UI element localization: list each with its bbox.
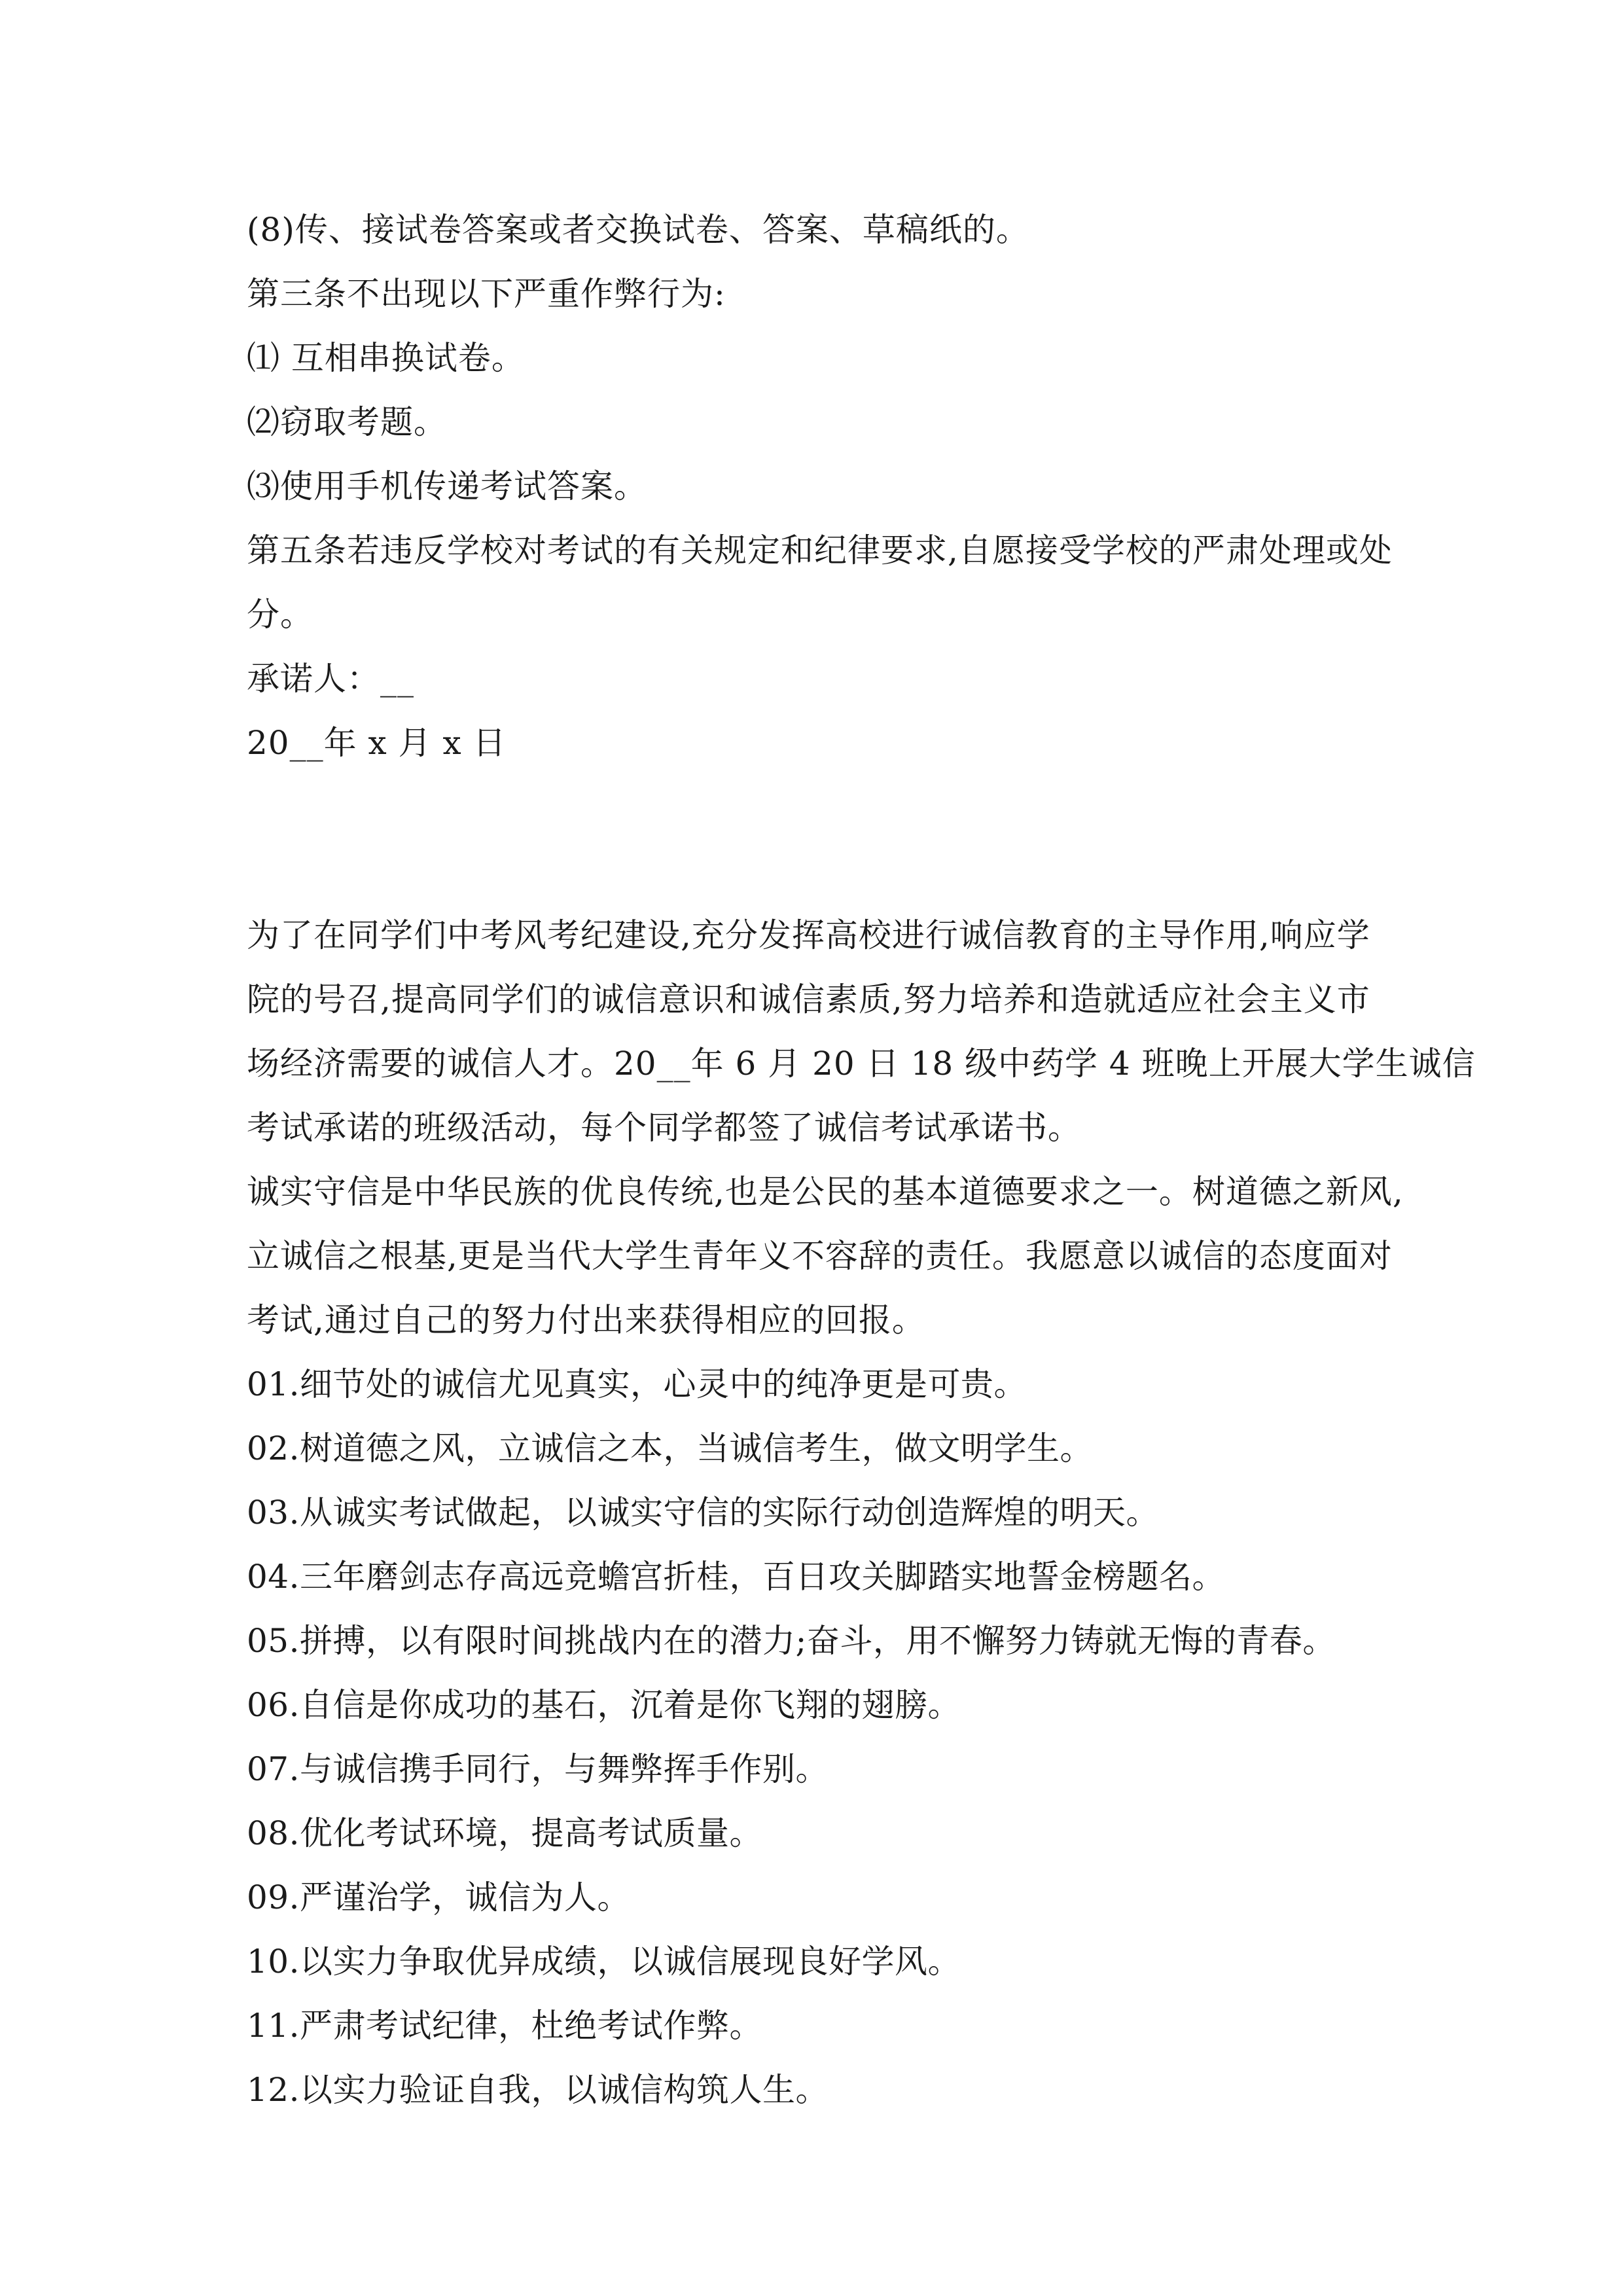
rule-item-8: (8)传、接试卷答案或者交换试卷、答案、草稿纸的。 (247, 211, 1029, 249)
slogan-item: 09.严谨治学，诚信为人。 (247, 1878, 631, 1916)
slogan-item: 05.拼搏，以有限时间挑战内在的潜力;奋斗，用不懈努力铸就无悔的青春。 (247, 1622, 1336, 1660)
article-3-heading: 第三条不出现以下严重作弊行为: (247, 275, 726, 313)
paragraph-line: 场经济需要的诚信人才。20__年 6 月 20 日 18 级中药学 4 班晚上开展大学生诚信 (247, 1045, 1476, 1083)
paragraph-line: 考试,通过自己的努力付出来获得相应的回报。 (247, 1301, 925, 1339)
section-spacer (247, 775, 1399, 903)
paragraph-line: 为了在同学们中考风考纪建设,充分发挥高校进行诚信教育的主导作用,响应学 (247, 916, 1370, 954)
document-body (247, 198, 1476, 2122)
slogan-item: 12.以实力验证自我，以诚信构筑人生。 (247, 2071, 829, 2109)
slogan-item: 06.自信是你成功的基石，沉着是你飞翔的翅膀。 (247, 1686, 961, 1724)
slogan-item: 07.与诚信携手同行，与舞弊挥手作别。 (247, 1750, 829, 1788)
rule-item-3: ⑶使用手机传递考试答案。 (247, 467, 647, 505)
slogan-item: 04.三年磨剑志存高远竞蟾宫折桂，百日攻关脚踏实地誓金榜题名。 (247, 1558, 1226, 1596)
slogan-item: 02.树道德之风，立诚信之本，当诚信考生，做文明学生。 (247, 1429, 1094, 1467)
slogan-item: 01.细节处的诚信尤见真实，心灵中的纯净更是可贵。 (247, 1365, 1027, 1403)
paragraph-line: 立诚信之根基,更是当代大学生青年义不容辞的责任。我愿意以诚信的态度面对 (247, 1237, 1393, 1275)
slogan-item: 10.以实力争取优异成绩，以诚信展现良好学风。 (247, 1943, 961, 1981)
promiser-signature: 承诺人：__ (247, 660, 414, 698)
slogan-item: 11.严肃考试纪律，杜绝考试作弊。 (247, 2007, 763, 2045)
slogan-item: 03.从诚实考试做起，以诚实守信的实际行动创造辉煌的明天。 (247, 1494, 1160, 1532)
rule-item-2: ⑵窃取考题。 (247, 403, 447, 441)
paragraph-line: 院的号召,提高同学们的诚信意识和诚信素质,努力培养和造就适应社会主义市 (247, 980, 1370, 1018)
paragraph-line: 考试承诺的班级活动，每个同学都签了诚信考试承诺书。 (247, 1109, 1081, 1147)
article-5-line-1: 第五条若违反学校对考试的有关规定和纪律要求,自愿接受学校的严肃处理或处 (247, 531, 1393, 569)
slogan-list (247, 1352, 1399, 2122)
rule-item-1: ⑴ 互相串换试卷。 (247, 339, 525, 377)
honesty-paragraph (247, 1160, 1404, 1352)
article-5-line-2: 分。 (247, 596, 313, 634)
slogan-item: 08.优化考试环境，提高考试质量。 (247, 1814, 763, 1852)
intro-paragraph (247, 903, 1476, 1160)
paragraph-line: 诚实守信是中华民族的优良传统,也是公民的基本道德要求之一。树道德之新风, (247, 1173, 1404, 1211)
signature-date: 20__年 x 月 x 日 (247, 724, 507, 762)
